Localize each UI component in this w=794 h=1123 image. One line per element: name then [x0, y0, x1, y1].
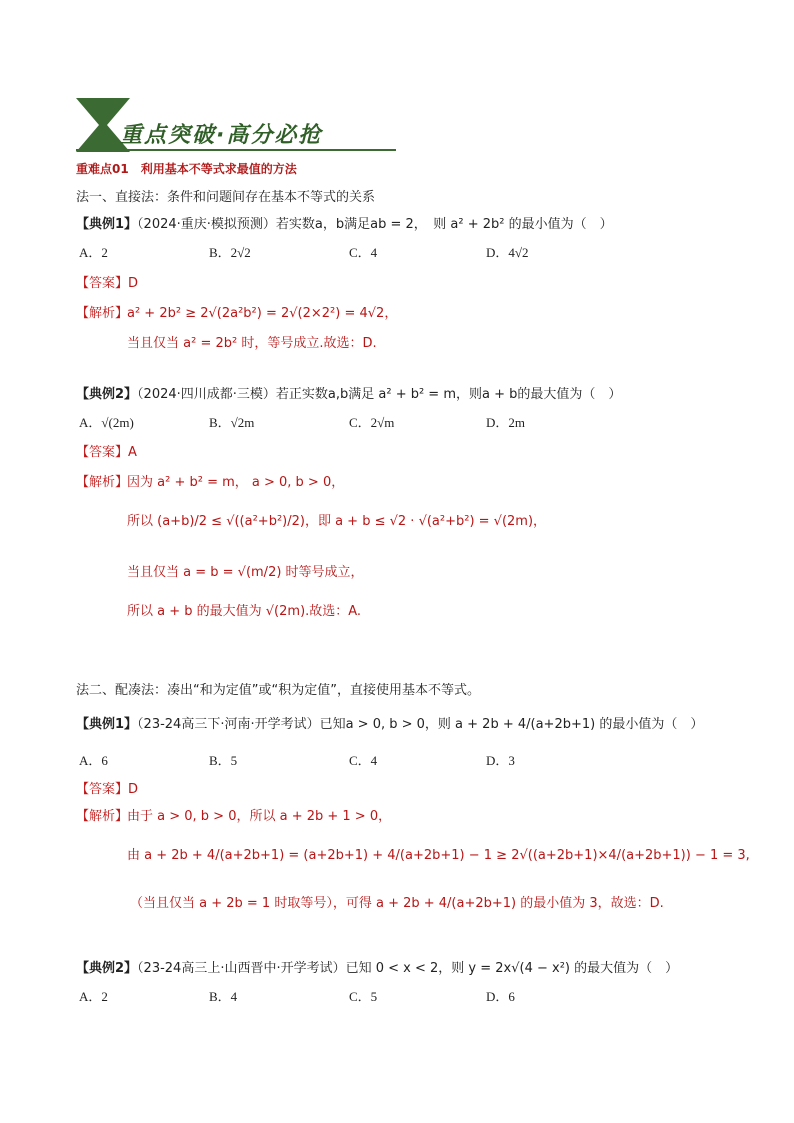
m1-ex2-option-d: D．2m: [486, 415, 526, 430]
m1-ex1-option-b: B．2√2: [209, 245, 251, 260]
m2-ex1-option-b: B．5: [209, 753, 238, 768]
m1-ex2-analysis-tag: 【解析】: [76, 475, 129, 490]
m2-ex2-option-d: D．6: [486, 989, 515, 1004]
m2-ex1-question: [76, 713, 703, 732]
m1-ex2-option-a: A．√(2m): [79, 415, 134, 430]
m1-ex1-option-a: A．2: [79, 245, 108, 260]
m2-ex2-option-c: C．5: [349, 989, 378, 1004]
m1-ex2-option-c: C．2√m: [349, 415, 395, 430]
m2-ex1-option-a: A．6: [79, 753, 108, 768]
m1-ex2-answer-value: A: [128, 445, 137, 460]
m1-ex2-answer-tag: 【答案】: [76, 445, 129, 460]
m2-ex1-option-c: C．4: [349, 753, 378, 768]
m2-ex1-answer-value: D: [128, 782, 139, 797]
m1-ex1-tag: 【典例1】: [76, 217, 138, 232]
m1-ex2-analysis-line1: 因为 a² + b² = m， a > 0, b > 0，: [127, 475, 345, 490]
m1-ex2-tag: 【典例2】: [76, 387, 138, 402]
method2-heading: 法二、配凑法：凑出“和为定值”或“积为定值”，直接使用基本不等式。: [76, 683, 480, 698]
m2-ex1-text: （23-24高三下·河南·开学考试）已知a > 0, b > 0，则 a + 2b + 4/(a+2b+1) 的最小值为（ ）: [137, 717, 704, 732]
method1-heading: 法一、直接法：条件和问题间存在基本不等式的关系: [76, 190, 376, 205]
page-title: 重点突破·高分必抢: [120, 123, 323, 148]
m1-ex2-analysis-line2: 所以 (a+b)/2 ≤ √((a²+b²)/2)，即 a + b ≤ √2 · √(a²+b²) = √(2m)，: [127, 514, 547, 529]
m2-ex1-tag: 【典例1】: [76, 717, 138, 732]
m2-ex1-analysis-line2: 由 a + 2b + 4/(a+2b+1) = (a+2b+1) + 4/(a+2b+1) − 1 ≥ 2√((a+2b+1)×4/(a+2b+1)) − 1 = 3,: [127, 848, 750, 863]
m2-ex2-question: [76, 957, 678, 976]
m2-ex1-answer: [76, 778, 138, 797]
m1-ex1-option-c: C．4: [349, 245, 378, 260]
m1-ex2-analysis-line4: 所以 a + b 的最大值为 √(2m).故选：A.: [127, 604, 362, 619]
m2-ex2-tag: 【典例2】: [76, 961, 138, 976]
m1-ex2-text: （2024·四川成都·三模）若正实数a,b满足 a² + b² = m，则a + b的最大值为（ ）: [137, 387, 622, 402]
m1-ex1-option-d: D．4√2: [486, 245, 529, 260]
m2-ex2-text: （23-24高三上·山西晋中·开学考试）已知 0 < x < 2，则 y = 2x√(4 − x²) 的最大值为（ ）: [137, 961, 679, 976]
m1-ex1-answer-value: D: [128, 276, 139, 291]
header-underline: [76, 149, 396, 151]
m2-ex2-option-a: A．2: [79, 989, 108, 1004]
m2-ex1-option-d: D．3: [486, 753, 515, 768]
m1-ex1-analysis-line1: a² + 2b² ≥ 2√(2a²b²) = 2√(2×2²) = 4√2，: [127, 306, 398, 321]
section-title: 重难点01 利用基本不等式求最值的方法: [76, 162, 297, 176]
m2-ex1-analysis-line1: 由于 a > 0, b > 0，所以 a + 2b + 1 > 0，: [127, 809, 392, 824]
m2-ex1-answer-tag: 【答案】: [76, 782, 129, 797]
m1-ex2-option-b: B．√2m: [209, 415, 255, 430]
m2-ex2-option-b: B．4: [209, 989, 238, 1004]
m2-ex1-analysis-line3: （当且仅当 a + 2b = 1 时取等号），可得 a + 2b + 4/(a+2b+1) 的最小值为 3，故选：D.: [130, 896, 664, 911]
m2-ex1-analysis-tag: 【解析】: [76, 809, 129, 824]
m1-ex1-text: （2024·重庆·模拟预测）若实数a，b满足ab = 2， 则 a² + 2b² 的最小值为（ ）: [137, 217, 613, 232]
m1-ex1-answer-tag: 【答案】: [76, 276, 129, 291]
m1-ex2-analysis-line3: 当且仅当 a = b = √(m/2) 时等号成立，: [127, 565, 364, 580]
m1-ex2-answer: [76, 441, 137, 460]
m1-ex1-analysis-tag: 【解析】: [76, 306, 129, 321]
m1-ex1-question: [76, 213, 613, 232]
m1-ex2-question: [76, 383, 621, 402]
m1-ex1-analysis-line2: 当且仅当 a² = 2b² 时，等号成立.故选：D.: [127, 336, 377, 351]
m1-ex1-answer: [76, 272, 138, 291]
